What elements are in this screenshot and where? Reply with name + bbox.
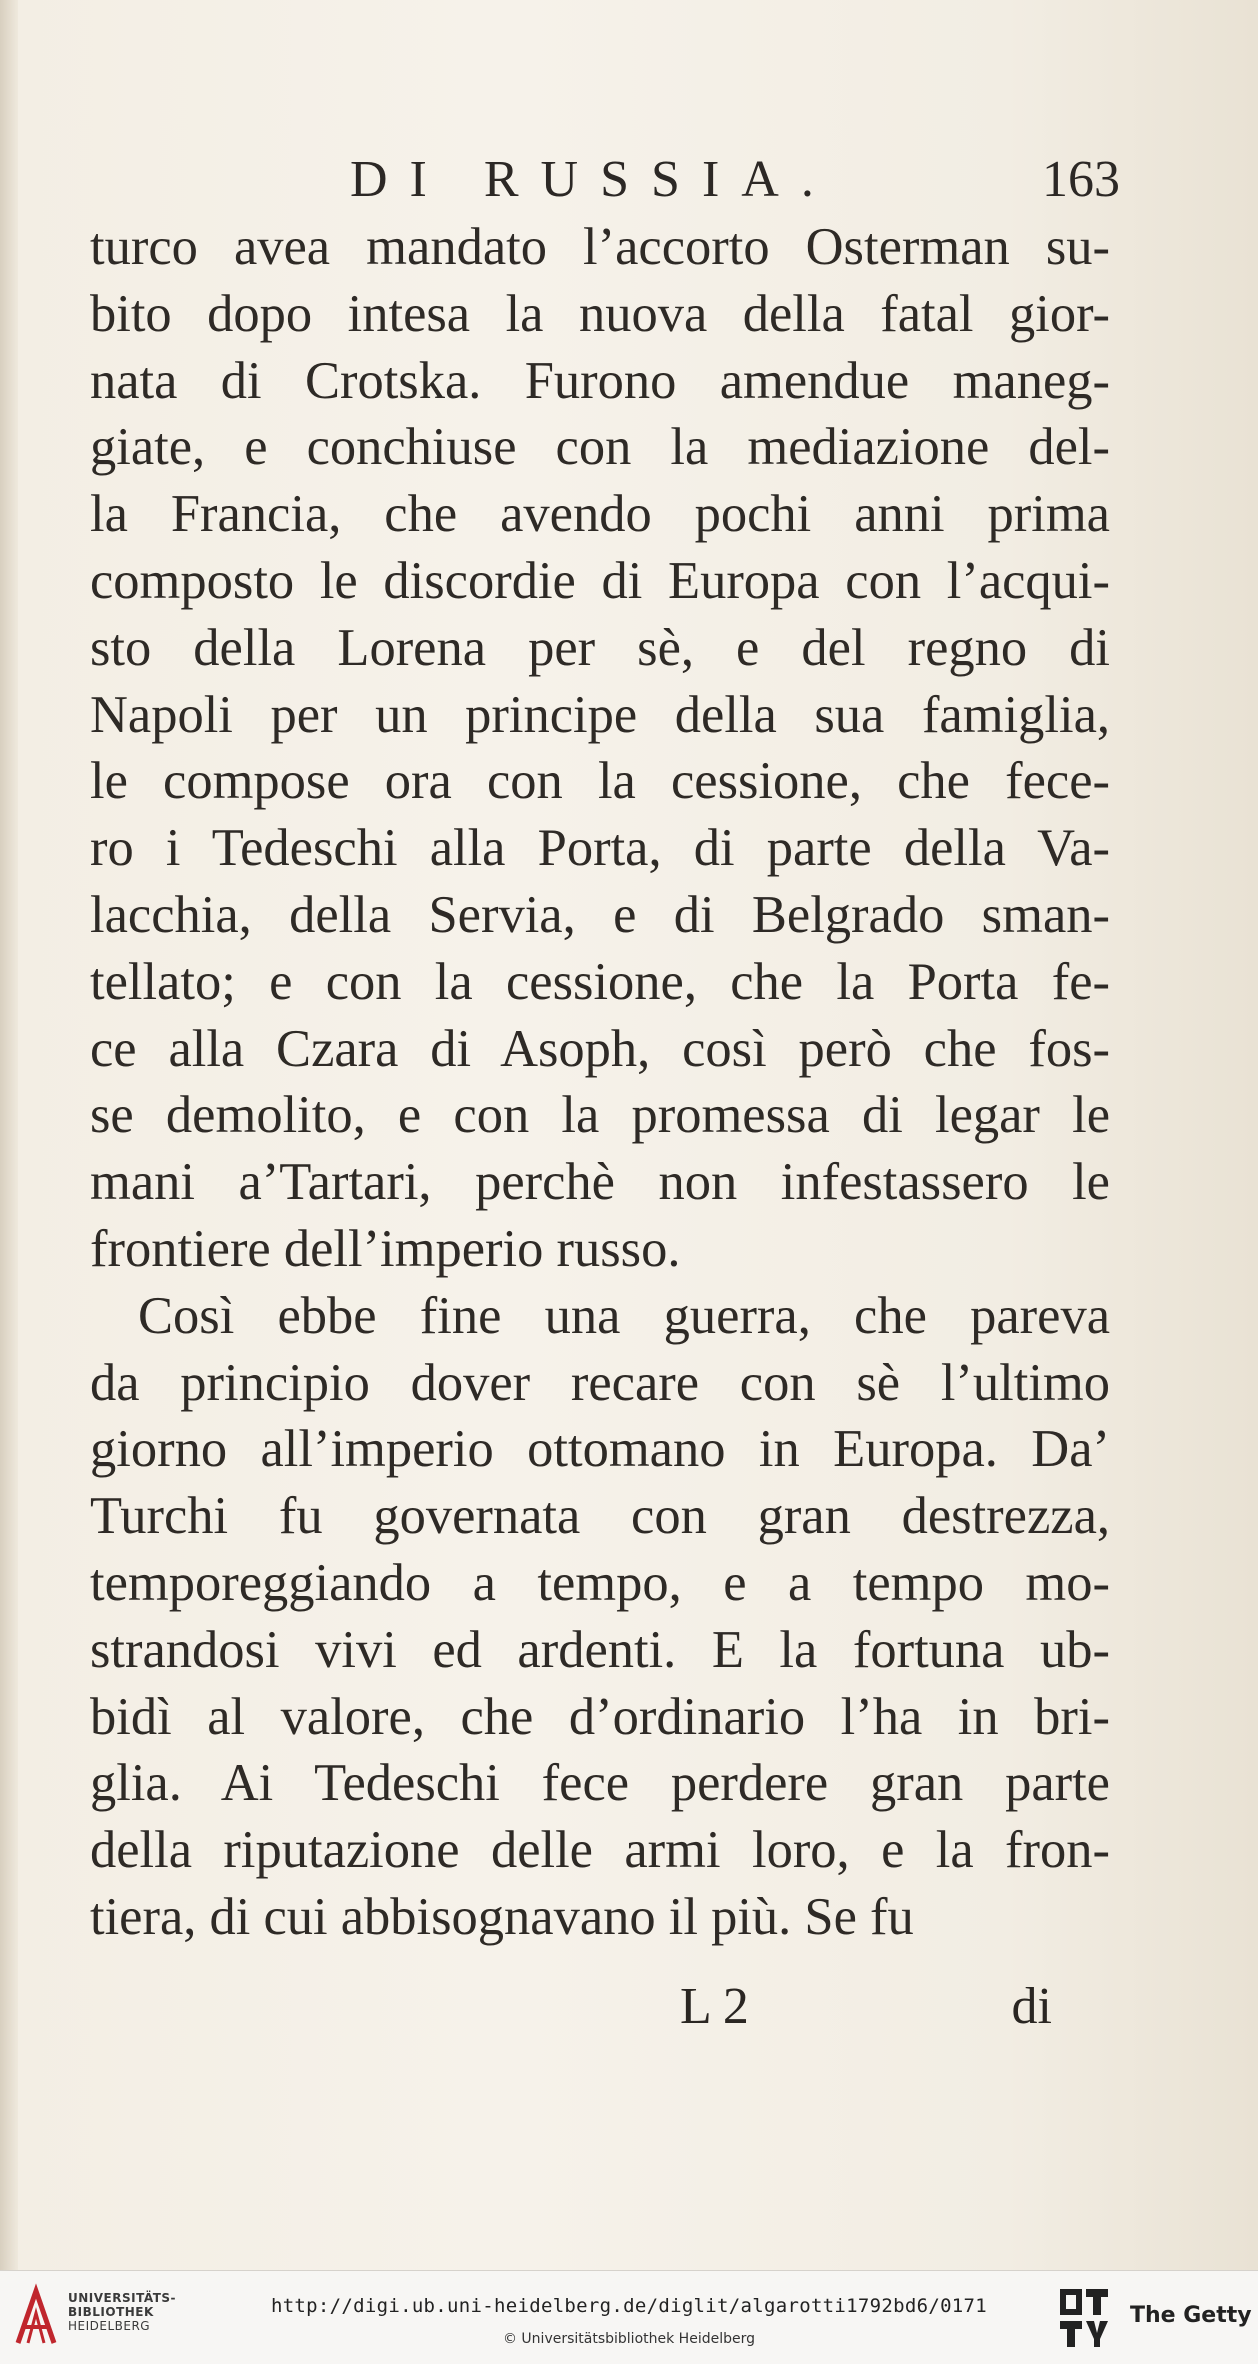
text-line: Napoli per un principe della sua famiglia, <box>90 685 1110 744</box>
library-name-line3: HEIDELBERG <box>68 2319 151 2333</box>
text-line: Così ebbe fine una guerra, che pareva <box>138 1286 1110 1345</box>
getty-logo-icon <box>1058 2287 1112 2351</box>
text-line: Turchi fu governata con gran destrezza, <box>90 1487 1110 1546</box>
text-line: giate, e conchiuse con la mediazione del- <box>90 418 1110 477</box>
body-text <box>90 214 1110 1951</box>
copyright-notice: © Universitätsbibliothek Heidelberg <box>502 2331 755 2347</box>
text-line: da principio dover recare con sè l’ultimo <box>90 1353 1110 1412</box>
page-bottom-marks <box>90 1977 1050 2037</box>
text-line: tiera, di cui abbisognavano il più. Se fu <box>90 1887 914 1946</box>
text-line: ce alla Czara di Asoph, così però che fos- <box>90 1019 1110 1078</box>
sponsor-name: The Getty <box>1130 2303 1252 2328</box>
text-line: glia. Ai Tedeschi fece perdere gran parte <box>90 1754 1110 1813</box>
text-line: della riputazione delle armi loro, e la fron- <box>90 1821 1110 1880</box>
text-line: mani a’Tartari, perchè non infestassero le <box>90 1153 1110 1212</box>
permalink-url[interactable]: http://digi.ub.uni-heidelberg.de/diglit/algarotti1792bd6/0171 <box>270 2295 988 2317</box>
text-line: temporeggiando a tempo, e a tempo mo- <box>90 1553 1110 1612</box>
library-name-line2: BIBLIOTHEK <box>68 2305 154 2319</box>
page-number: 163 <box>1042 151 1120 208</box>
catchword: di <box>1011 1978 1052 2035</box>
text-line: tellato; e con la cessione, che la Porta fe- <box>90 952 1110 1011</box>
text-line: turco avea mandato l’accorto Osterman su- <box>90 218 1110 276</box>
text-line: bidì al valore, che d’ordinario l’ha in bri- <box>90 1687 1110 1746</box>
text-line: le compose ora con la cessione, che fece- <box>90 752 1110 811</box>
text-line: giorno all’imperio ottomano in Europa. Da’ <box>90 1420 1110 1479</box>
running-head <box>80 150 1120 210</box>
page-gutter <box>0 0 18 2270</box>
running-title: DI RUSSIA. <box>350 151 836 208</box>
signature-mark: L 2 <box>680 1978 749 2035</box>
viewer-footer <box>0 2270 1258 2364</box>
text-line: bito dopo intesa la nuova della fatal gior- <box>90 284 1110 343</box>
text-line: strandosi vivi ed ardenti. E la fortuna ub- <box>90 1620 1110 1679</box>
text-line: ro i Tedeschi alla Porta, di parte della Va- <box>90 819 1110 878</box>
text-line: lacchia, della Servia, e di Belgrado sman- <box>90 885 1110 944</box>
text-line: frontiere dell’imperio russo. <box>90 1219 681 1278</box>
library-name-line1: UNIVERSITÄTS- <box>68 2291 177 2305</box>
text-line: se demolito, e con la promessa di legar le <box>90 1086 1110 1145</box>
text-line: sto della Lorena per sè, e del regno di <box>90 618 1110 677</box>
text-line: composto le discordie di Europa con l’acqui- <box>90 551 1110 610</box>
text-line: nata di Crotska. Furono amendue maneg- <box>90 351 1110 410</box>
text-line: la Francia, che avendo pochi anni prima <box>90 485 1110 544</box>
